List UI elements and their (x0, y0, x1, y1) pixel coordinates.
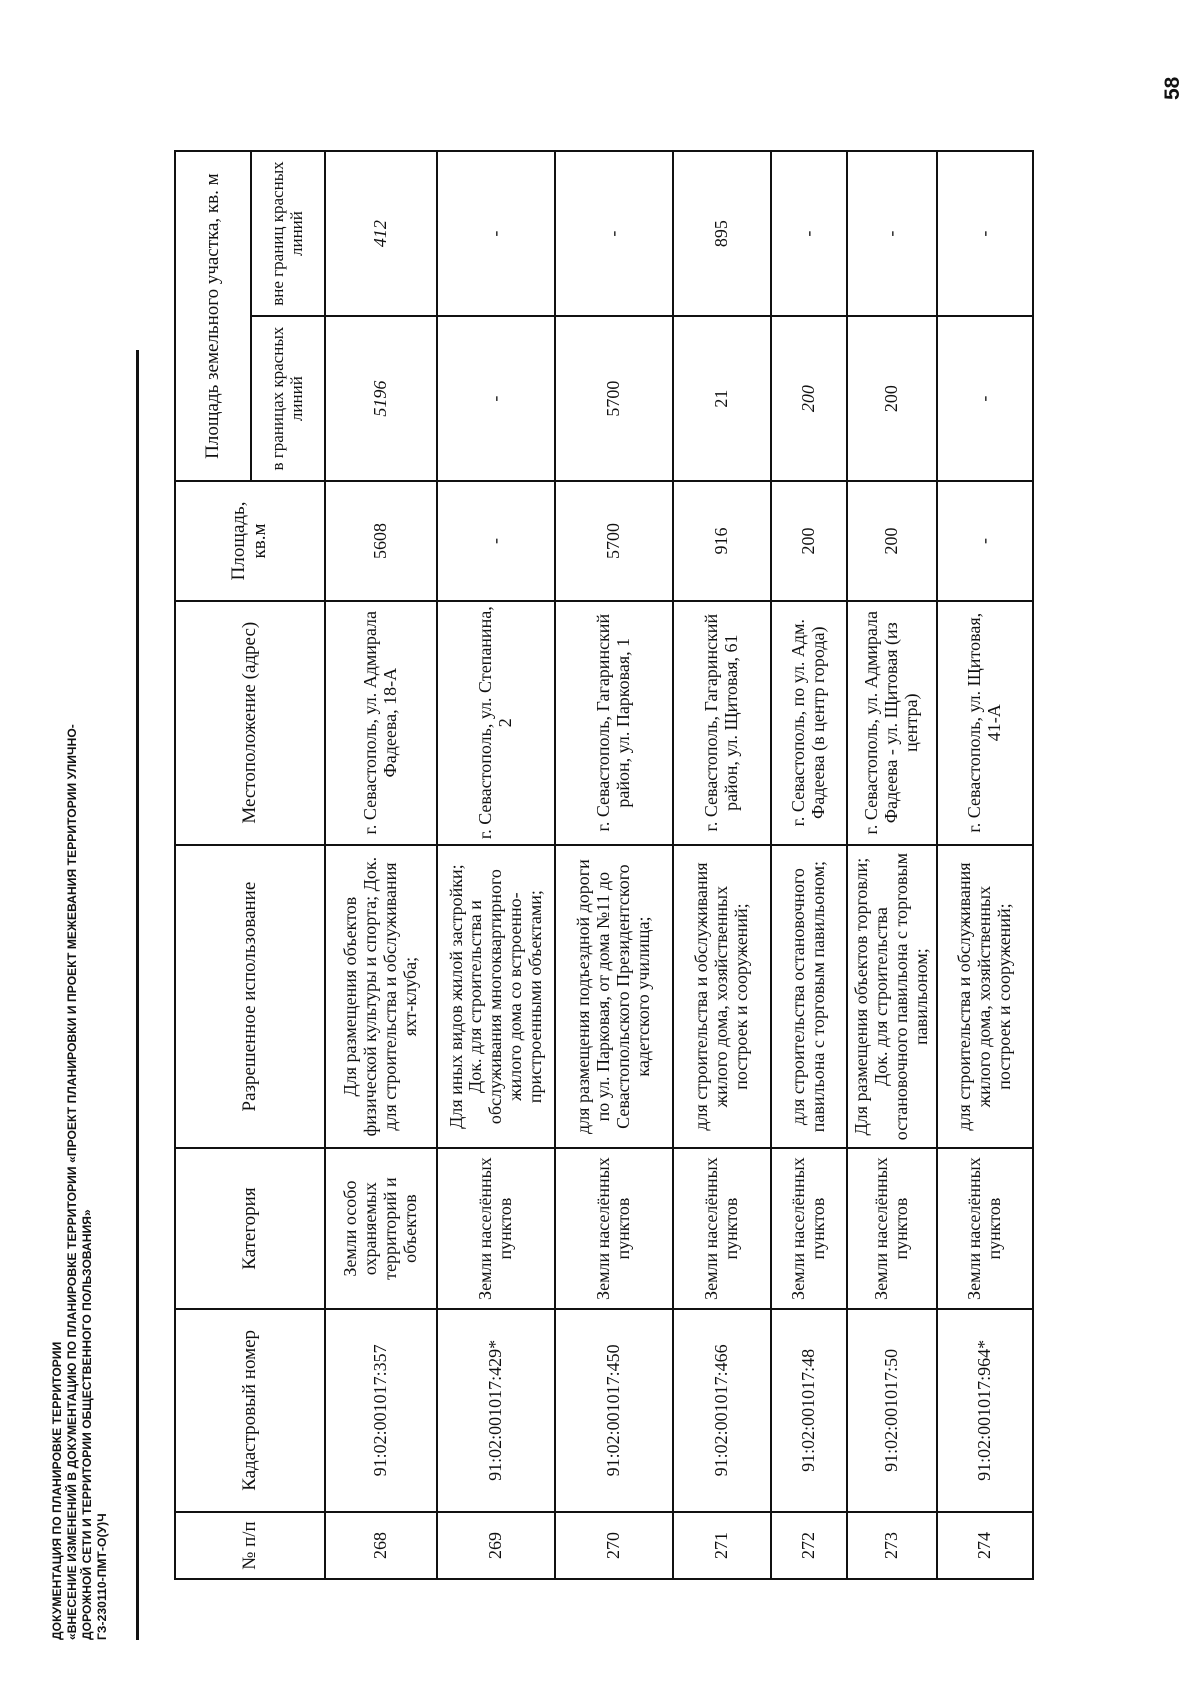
cell-inside-red-lines: 21 (673, 316, 771, 481)
cell-inside-red-lines: 5700 (555, 316, 673, 481)
header-line: ДОКУМЕНТАЦИЯ ПО ПЛАНИРОВКЕ ТЕРРИТОРИИ (50, 1341, 64, 1640)
cell-inside-red-lines: - (437, 316, 555, 481)
cell-num: 274 (937, 1512, 1033, 1579)
cell-cadastral: 91:02:001017:50 (847, 1309, 937, 1512)
cell-category: Земли особо охраняемых территорий и объектов (325, 1148, 437, 1308)
column-header-area: Площадь, кв.м (175, 481, 325, 601)
page-number: 58 (1161, 76, 1184, 100)
column-header-cadastral: Кадастровый номер (175, 1309, 325, 1512)
table-row (555, 151, 673, 1579)
cell-num: 270 (555, 1512, 673, 1579)
cell-area: 200 (771, 481, 847, 601)
header-line: ДОРОЖНОЙ СЕТИ И ТЕРРИТОРИИ ОБЩЕСТВЕННОГО ПОЛЬЗОВАНИЯ» (80, 1209, 94, 1640)
header-line: ГЗ-230110-ПМТ-О(У)Ч (95, 1513, 109, 1640)
cell-outside-red-lines: - (937, 151, 1033, 316)
column-header-category: Категория (175, 1148, 325, 1308)
cell-num: 271 (673, 1512, 771, 1579)
cell-outside-red-lines: - (437, 151, 555, 316)
cell-permitted-use: Для размещения объектов физической культуры и спорта; Док. для строительства и обслуживания яхт-клуба; (325, 845, 437, 1149)
cell-cadastral: 91:02:001017:357 (325, 1309, 437, 1512)
cell-category: Земли населённых пунктов (771, 1148, 847, 1308)
cell-cadastral: 91:02:001017:450 (555, 1309, 673, 1512)
cell-category: Земли населённых пунктов (555, 1148, 673, 1308)
cell-inside-red-lines: 200 (847, 316, 937, 481)
cell-outside-red-lines: - (555, 151, 673, 316)
cell-permitted-use: для размещения подъездной дороги по ул. Парковая, от дома №11 до Севастопольского Президентского кадетского училища; (555, 845, 673, 1149)
cell-location: г. Севастополь, ул. Степанина, 2 (437, 601, 555, 845)
cell-area: - (937, 481, 1033, 601)
cell-num: 272 (771, 1512, 847, 1579)
column-header-inside-red-lines: в границах красных линий (251, 316, 325, 481)
cell-permitted-use: Для размещения объектов торговли; Док. для строительства остановочного павильона с торговым павильоном; (847, 845, 937, 1149)
cell-cadastral: 91:02:001017:466 (673, 1309, 771, 1512)
column-header-land-area: Площадь земельного участка, кв. м (175, 151, 251, 481)
document-header (50, 440, 110, 1640)
cell-area: 5700 (555, 481, 673, 601)
cell-num: 268 (325, 1512, 437, 1579)
cell-inside-red-lines: 200 (771, 316, 847, 481)
cell-inside-red-lines: - (937, 316, 1033, 481)
cell-location: г. Севастополь, ул. Адмирала Фадеева, 18-А (325, 601, 437, 845)
cell-area: 916 (673, 481, 771, 601)
cell-num: 273 (847, 1512, 937, 1579)
cell-num: 269 (437, 1512, 555, 1579)
cell-area: 5608 (325, 481, 437, 601)
land-plots-table (174, 150, 1034, 1580)
rotated-page-content (50, 130, 1175, 1640)
cell-category: Земли населённых пунктов (673, 1148, 771, 1308)
header-line: «ВНЕСЕНИЕ ИЗМЕНЕНИЙ В ДОКУМЕНТАЦИЮ ПО ПЛАНИРОВКЕ ТЕРРИТОРИИ «ПРОЕКТ ПЛАНИРОВКИ И ПРОЕКТ МЕЖЕВАНИЯ ТЕРРИТОРИИ УЛИЧНО- (65, 724, 79, 1640)
cell-location: г. Севастополь, Гагаринский район, ул. Парковая, 1 (555, 601, 673, 845)
cell-category: Земли населённых пунктов (937, 1148, 1033, 1308)
table-row (325, 151, 437, 1579)
cell-location: г. Севастополь, ул. Щитовая, 41-А (937, 601, 1033, 845)
cell-outside-red-lines: 895 (673, 151, 771, 316)
cell-cadastral: 91:02:001017:429* (437, 1309, 555, 1512)
header-divider (136, 350, 139, 1640)
table-row (673, 151, 771, 1579)
cell-inside-red-lines: 5196 (325, 316, 437, 481)
cell-permitted-use: для строительства и обслуживания жилого дома, хозяйственных построек и сооружений; (673, 845, 771, 1149)
cell-area: - (437, 481, 555, 601)
cell-category: Земли населённых пунктов (847, 1148, 937, 1308)
cell-permitted-use: для строительства остановочного павильона с торговым павильоном; (771, 845, 847, 1149)
cell-location: г. Севастополь, по ул. Адм. Фадеева (в центр города) (771, 601, 847, 845)
column-header-num: № п/п (175, 1512, 325, 1579)
table-row (771, 151, 847, 1579)
cell-outside-red-lines: - (771, 151, 847, 316)
cell-area: 200 (847, 481, 937, 601)
cell-outside-red-lines: 412 (325, 151, 437, 316)
table-row (437, 151, 555, 1579)
column-header-outside-red-lines: вне границ красных линий (251, 151, 325, 316)
cell-location: г. Севастополь, ул. Адмирала Фадеева - ул. Щитовая (из центра) (847, 601, 937, 845)
column-header-permitted-use: Разрешенное использование (175, 845, 325, 1149)
cell-location: г. Севастополь, Гагаринский район, ул. Щитовая, 61 (673, 601, 771, 845)
column-header-location: Местоположение (адрес) (175, 601, 325, 845)
cell-cadastral: 91:02:001017:48 (771, 1309, 847, 1512)
table-row (937, 151, 1033, 1579)
table-row (847, 151, 937, 1579)
cell-permitted-use: для строительства и обслуживания жилого дома, хозяйственных построек и сооружений; (937, 845, 1033, 1149)
cell-permitted-use: Для иных видов жилой застройки; Док. для строительства и обслуживания многоквартирного жилого дома со встроенно-пристроенными объектами; (437, 845, 555, 1149)
cell-cadastral: 91:02:001017:964* (937, 1309, 1033, 1512)
cell-outside-red-lines: - (847, 151, 937, 316)
cell-category: Земли населённых пунктов (437, 1148, 555, 1308)
